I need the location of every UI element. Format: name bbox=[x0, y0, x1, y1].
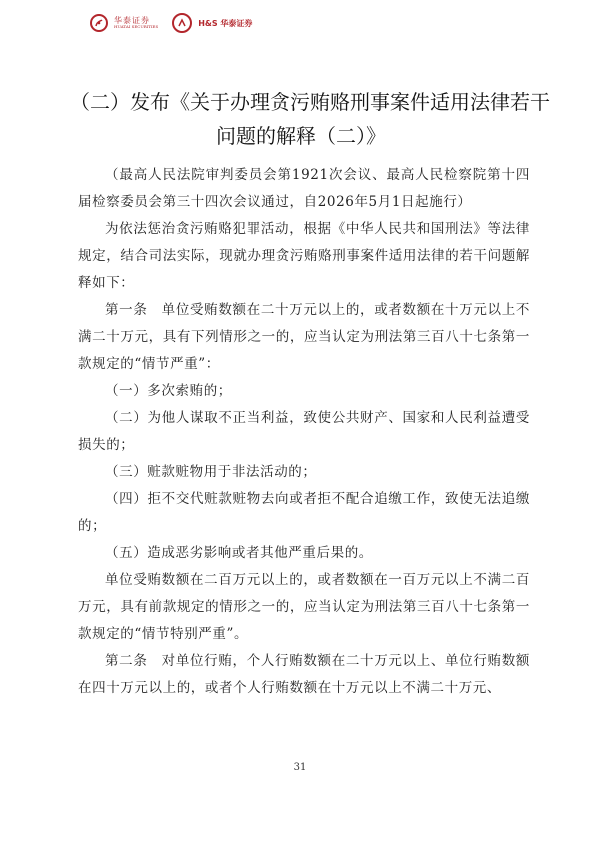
article-1-item-2: （二）为他人谋取不正当利益，致使公共财产、国家和人民利益遭受损失的； bbox=[78, 410, 530, 453]
huatai-logo-text: 华泰证券 bbox=[114, 16, 150, 25]
page-number: 31 bbox=[293, 762, 307, 773]
document-body bbox=[78, 162, 530, 702]
article-1-item-5: （五）造成恶劣影响或者其他严重后果的。 bbox=[105, 545, 373, 561]
hs-logo-icon bbox=[172, 13, 192, 33]
page-title bbox=[70, 85, 550, 153]
hs-logo-text: H&S 华泰证券 bbox=[198, 18, 253, 28]
huatai-logo bbox=[114, 17, 158, 29]
huatai-logo-subtext: HUATAI SECURITIES bbox=[114, 24, 159, 29]
article-2: 第二条 对单位行贿，个人行贿数额在二十万元以上、单位行贿数额在四十万元以上的，或者个人行贿数额在十万元以上不满二十万元、 bbox=[78, 653, 530, 696]
adoption-note: （最高人民法院审判委员会第1921次会议、最高人民检察院第十四届检察委员会第三十四次会议通过，自2026年5月1日起施行） bbox=[78, 167, 530, 210]
article-1: 第一条 单位受贿数额在二十万元以上的，或者数额在十万元以上不满二十万元，具有下列情形之一的，应当认定为刑法第三百八十七条第一款规定的“情节严重”： bbox=[78, 302, 530, 372]
article-1-item-1: （一）多次索贿的； bbox=[105, 383, 232, 399]
title-line-2: 问题的解释（二）》 bbox=[216, 124, 386, 149]
preamble: 为依法惩治贪污贿赂犯罪活动，根据《中华人民共和国刑法》等法律规定，结合司法实际，现就办理贪污贿赂刑事案件适用法律的若干问题解释如下： bbox=[78, 221, 530, 291]
article-1-item-4: （四）拒不交代赃款赃物去向或者拒不配合追缴工作，致使无法追缴的； bbox=[78, 491, 530, 534]
article-1-item-3: （三）赃款赃物用于非法活动的； bbox=[105, 464, 317, 480]
article-1-paragraph-2: 单位受贿数额在二百万元以上的，或者数额在一百万元以上不满二百万元，具有前款规定的情形之一的，应当认定为刑法第三百八十七条第一款规定的“情节特别严重”。 bbox=[78, 572, 530, 642]
header-logos bbox=[90, 10, 252, 36]
huatai-logo-icon bbox=[90, 14, 108, 32]
title-line-1: （二）发布《关于办理贪污贿赂刑事案件适用法律若干 bbox=[70, 90, 550, 115]
